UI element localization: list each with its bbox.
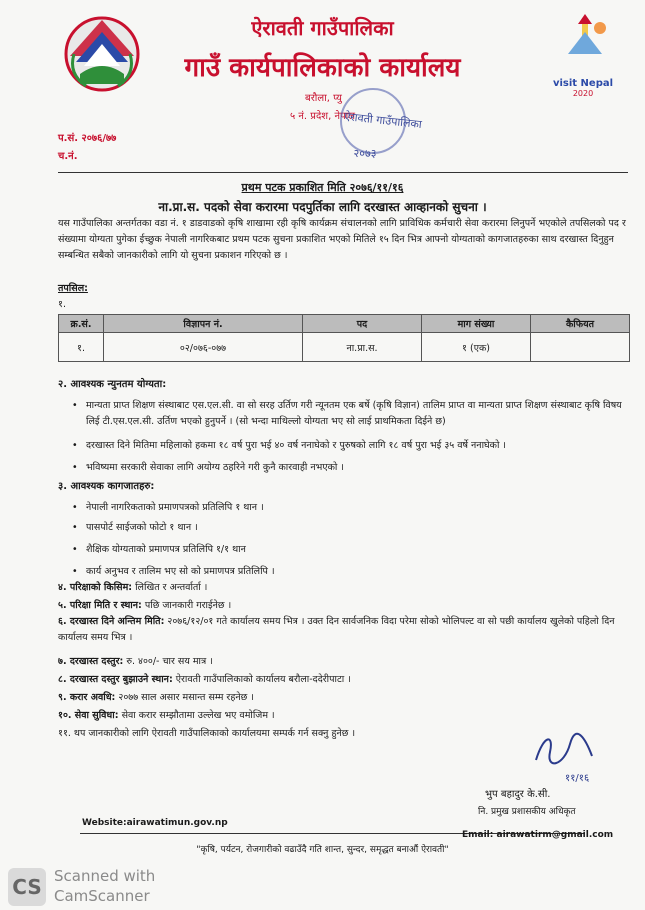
detail-contact: ११. थप जानकारीको लागि ऐरावती गाउँपालिकाको कार्यालयमा सम्पर्क गर्न सक्नु हुनेछ । — [58, 728, 356, 739]
detail-value: पछि जानकारी गराईनेछ । — [144, 600, 232, 611]
vacancy-table — [58, 314, 630, 362]
detail-contract-period — [58, 690, 633, 706]
detail-label: ८. दरखास्त दस्तुर बुझाउने स्थान: — [58, 674, 173, 685]
table-cell: ना.प्रा.स. — [303, 333, 422, 362]
camscanner-watermark — [54, 866, 155, 906]
email-link[interactable]: Email: airawatirm@gmail.com — [462, 830, 614, 840]
table-header: क्र.सं. — [59, 315, 104, 333]
signatory-title: नि. प्रमुख प्रशासकीय अधिकृत — [478, 807, 576, 817]
stamp-text: ऐरावती गाउँपालिका — [343, 109, 423, 132]
detail-value: २०७६/१२/०१ गते कार्यालय समय भित्र । उक्त दिन सार्वजनिक विदा परेमा सोको भोलिपल्ट वा सो पछी कार्यालय खुलेको पहिलो दिन कार्यालय समय भित्र । — [58, 616, 615, 643]
detail-value: रु. ४००/- चार सय मात्र । — [126, 656, 213, 667]
detail-value: २०७७ साल असार मसान्त सम्म रहनेछ । — [118, 692, 254, 703]
website-link[interactable]: Website:airawatimun.gov.np — [82, 818, 228, 828]
notice-title: ना.प्रा.स. पदको सेवा करारमा पदपुर्तिका लागि दरखास्त आव्हानको सुचना । — [158, 200, 487, 214]
header-divider — [58, 172, 628, 173]
detail-exam-type — [58, 580, 633, 596]
detail-deadline — [58, 614, 633, 646]
detail-label: ४. परिक्षाको किसिम: — [58, 582, 133, 593]
watermark-line2: CamScanner — [54, 887, 150, 905]
list-item: • मान्यता प्राप्त शिक्षण संस्थाबाट एस.एल.सी. वा सो सरह उर्तिण गरी न्यूनतम एक बर्षे (कृषि विज्ञान) तालिम प्राप्त वा मान्यता प्राप्त शिक्षण संस्थाबाट कृषि विषय लिई टी.एस.एल.सी. उर्तिण भएको हुनुपर्ने । (सो भन्दा माथिल्लो योग्यता भए सो लाई प्राथमिकता दिईने छ) — [86, 398, 631, 430]
list-item: • भविष्यमा सरकारी सेवाका लागि अयोग्य ठहरिने गरी कुनै कारवाही नभएको । — [86, 460, 631, 476]
detail-label: ९. करार अवधि: — [58, 692, 116, 703]
table-cell: १. — [59, 333, 104, 362]
table-header: माग संख्या — [422, 315, 531, 333]
section2-heading: २. आवश्यक न्युनतम योग्यता: — [58, 379, 167, 390]
table-header: विज्ञापन नं. — [104, 315, 303, 333]
stamp-number: २०७३ — [353, 147, 377, 160]
camscanner-logo-icon: CS — [8, 868, 46, 906]
list-item: • शैक्षिक योग्यताको प्रमाणपत्र प्रतिलिपि १/१ थान — [86, 542, 631, 558]
table-header: पद — [303, 315, 422, 333]
detail-label: १०. सेवा सुविधा: — [58, 710, 119, 721]
list-item: • पासपोर्ट साईजको फोटो १ थान । — [86, 520, 631, 536]
tapasil-label: तपसिल: — [58, 283, 88, 294]
list-item: • दरखास्त दिने मितिमा महिलाको हकमा १८ वर्ष पुरा भई ४० वर्ष ननाघेको र पुरुषको लागि १८ वर्ष पुरा भई ३५ वर्षे ननाघेको । — [86, 438, 631, 454]
table-header: कैफियत — [531, 315, 630, 333]
list-item: • नेपाली नागरिकताको प्रमाणपत्रको प्रतिलिपि १ थान । — [86, 500, 631, 516]
signatory-name: भुप बहादुर के.सी. — [485, 789, 551, 800]
reference-number: प.सं. २०७६/७७ — [58, 133, 117, 144]
detail-value: लिखित र अन्तर्वार्ता । — [135, 582, 208, 593]
municipality-name: ऐरावती गाउँपालिका — [251, 16, 394, 40]
table-cell: १ (एक) — [422, 333, 531, 362]
list-item: • कार्य अनुभव र तालिम भए सो को प्रमाणपत्र प्रतिलिपि । — [86, 564, 631, 580]
office-name: गाउँ कार्यपालिकाको कार्यालय — [184, 53, 461, 83]
visit-nepal-text: visit Nepal — [552, 78, 614, 89]
detail-value: ऐरावती गाउँपालिकाको कार्यालय बरौला-ददेरीपाटा । — [175, 674, 351, 685]
detail-exam-date — [58, 598, 633, 614]
section1-number: १. — [58, 299, 66, 310]
address-line1: बरौला, प्यु — [305, 93, 342, 104]
table-cell — [531, 333, 630, 362]
detail-label: ६. दरखास्त दिने अन्तिम मिति: — [58, 616, 165, 627]
publish-date: प्रथम पटक प्रकाशित मिति २०७६/११/१६ — [241, 181, 404, 194]
section3-heading: ३. आवश्यक कागजातहरु: — [58, 481, 155, 492]
detail-label: ५. परिक्षा मिति र स्थान: — [58, 600, 142, 611]
detail-fee — [58, 654, 633, 670]
address-line2: ५ नं. प्रदेश, नेपाल — [290, 111, 356, 122]
detail-benefits — [58, 708, 633, 724]
signature-date: ११/१६ — [565, 773, 590, 784]
dispatch-number: च.नं. — [58, 151, 78, 162]
signature-scribble-icon — [530, 730, 600, 774]
visit-nepal-year: 2020 — [572, 89, 594, 98]
notice-paragraph: यस गाउँपालिका अन्तर्गतका वडा नं. १ डाडवाडको कृषि शाखामा रही कृषि कार्यक्रम संचालनको लागि प्राविधिक कर्मचारी सेवा करारमा लिनुपर्ने भएकोले तपसिलको पद र संख्यामा योग्यता पुगेका ईच्छुक नेपाली नागरिकबाट प्रथम पटक सुचना प्रकाशित भएको मितिले १५ दिन भित्र आफ्नो योग्यताको कागजातहरुका साथ दरखास्त दिनुहुन सम्बन्धित सबैको जानकारीको लागि यो सुचना प्रकाशन गरिएको छ । — [58, 218, 626, 261]
detail-fee-location — [58, 672, 633, 688]
detail-label: ७. दरखास्त दस्तुर: — [58, 656, 124, 667]
footer-slogan: "कृषि, पर्यटन, रोजगारीको वढाउँदै गति शान्त, सुन्दर, समृद्धत बनाऔं ऐरावती" — [196, 845, 449, 855]
table-header-row — [59, 315, 630, 333]
table-cell: ०२/०७६-०७७ — [104, 333, 303, 362]
watermark-line1: Scanned with — [54, 867, 156, 885]
detail-value: सेवा करार सम्झौतामा उल्लेख भए वमोजिम । — [121, 710, 275, 721]
table-row — [59, 333, 630, 362]
